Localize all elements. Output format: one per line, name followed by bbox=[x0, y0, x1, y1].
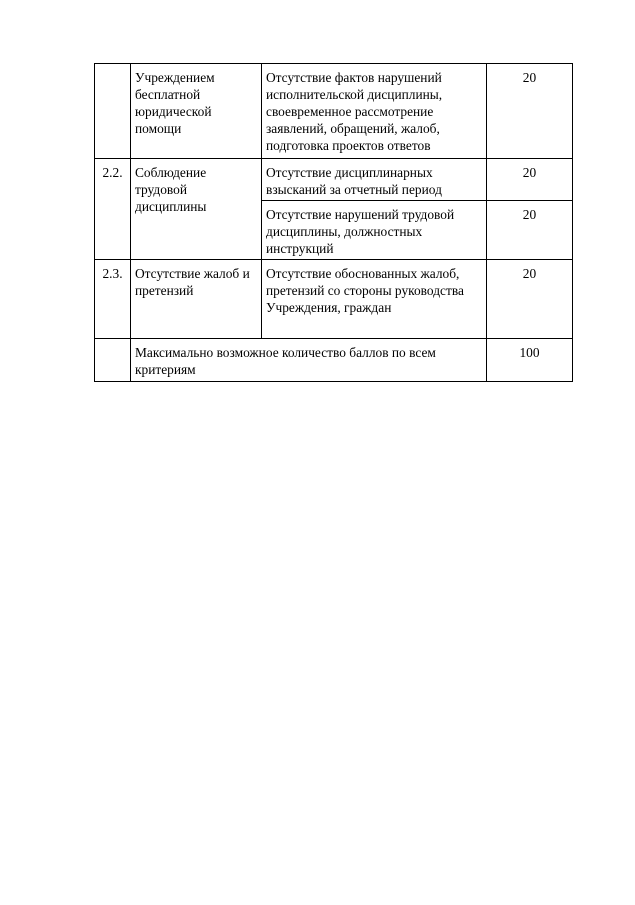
total-row bbox=[95, 339, 573, 382]
table-row bbox=[95, 64, 573, 159]
criteria-table bbox=[94, 63, 573, 382]
indicator-cell: Отсутствие нарушений трудовой дисциплины, должностных инструкций bbox=[262, 201, 487, 260]
empty-cell bbox=[95, 339, 131, 382]
row-number-cell: 2.3. bbox=[95, 260, 131, 339]
indicator-cell: Отсутствие обоснованных жалоб, претензий со стороны руководства Учреждения, граждан bbox=[262, 260, 487, 339]
criterion-name-cell: Соблюдение трудовой дисциплины bbox=[131, 159, 262, 260]
table-row bbox=[95, 260, 573, 339]
score-cell: 20 bbox=[487, 64, 573, 159]
table-row bbox=[95, 159, 573, 201]
total-label-cell: Максимально возможное количество баллов по всем критериям bbox=[131, 339, 487, 382]
indicator-cell: Отсутствие фактов нарушений исполнительской дисциплины, своевременное рассмотрение заявлений, обращений, жалоб, подготовка проектов ответов bbox=[262, 64, 487, 159]
score-cell: 20 bbox=[487, 260, 573, 339]
criterion-name-cell: Отсутствие жалоб и претензий bbox=[131, 260, 262, 339]
criterion-name-cell: Учреждением бесплатной юридической помощи bbox=[131, 64, 262, 159]
total-score-cell: 100 bbox=[487, 339, 573, 382]
score-cell: 20 bbox=[487, 201, 573, 260]
row-number-cell bbox=[95, 64, 131, 159]
indicator-cell: Отсутствие дисциплинарных взысканий за отчетный период bbox=[262, 159, 487, 201]
row-number-cell: 2.2. bbox=[95, 159, 131, 260]
score-cell: 20 bbox=[487, 159, 573, 201]
